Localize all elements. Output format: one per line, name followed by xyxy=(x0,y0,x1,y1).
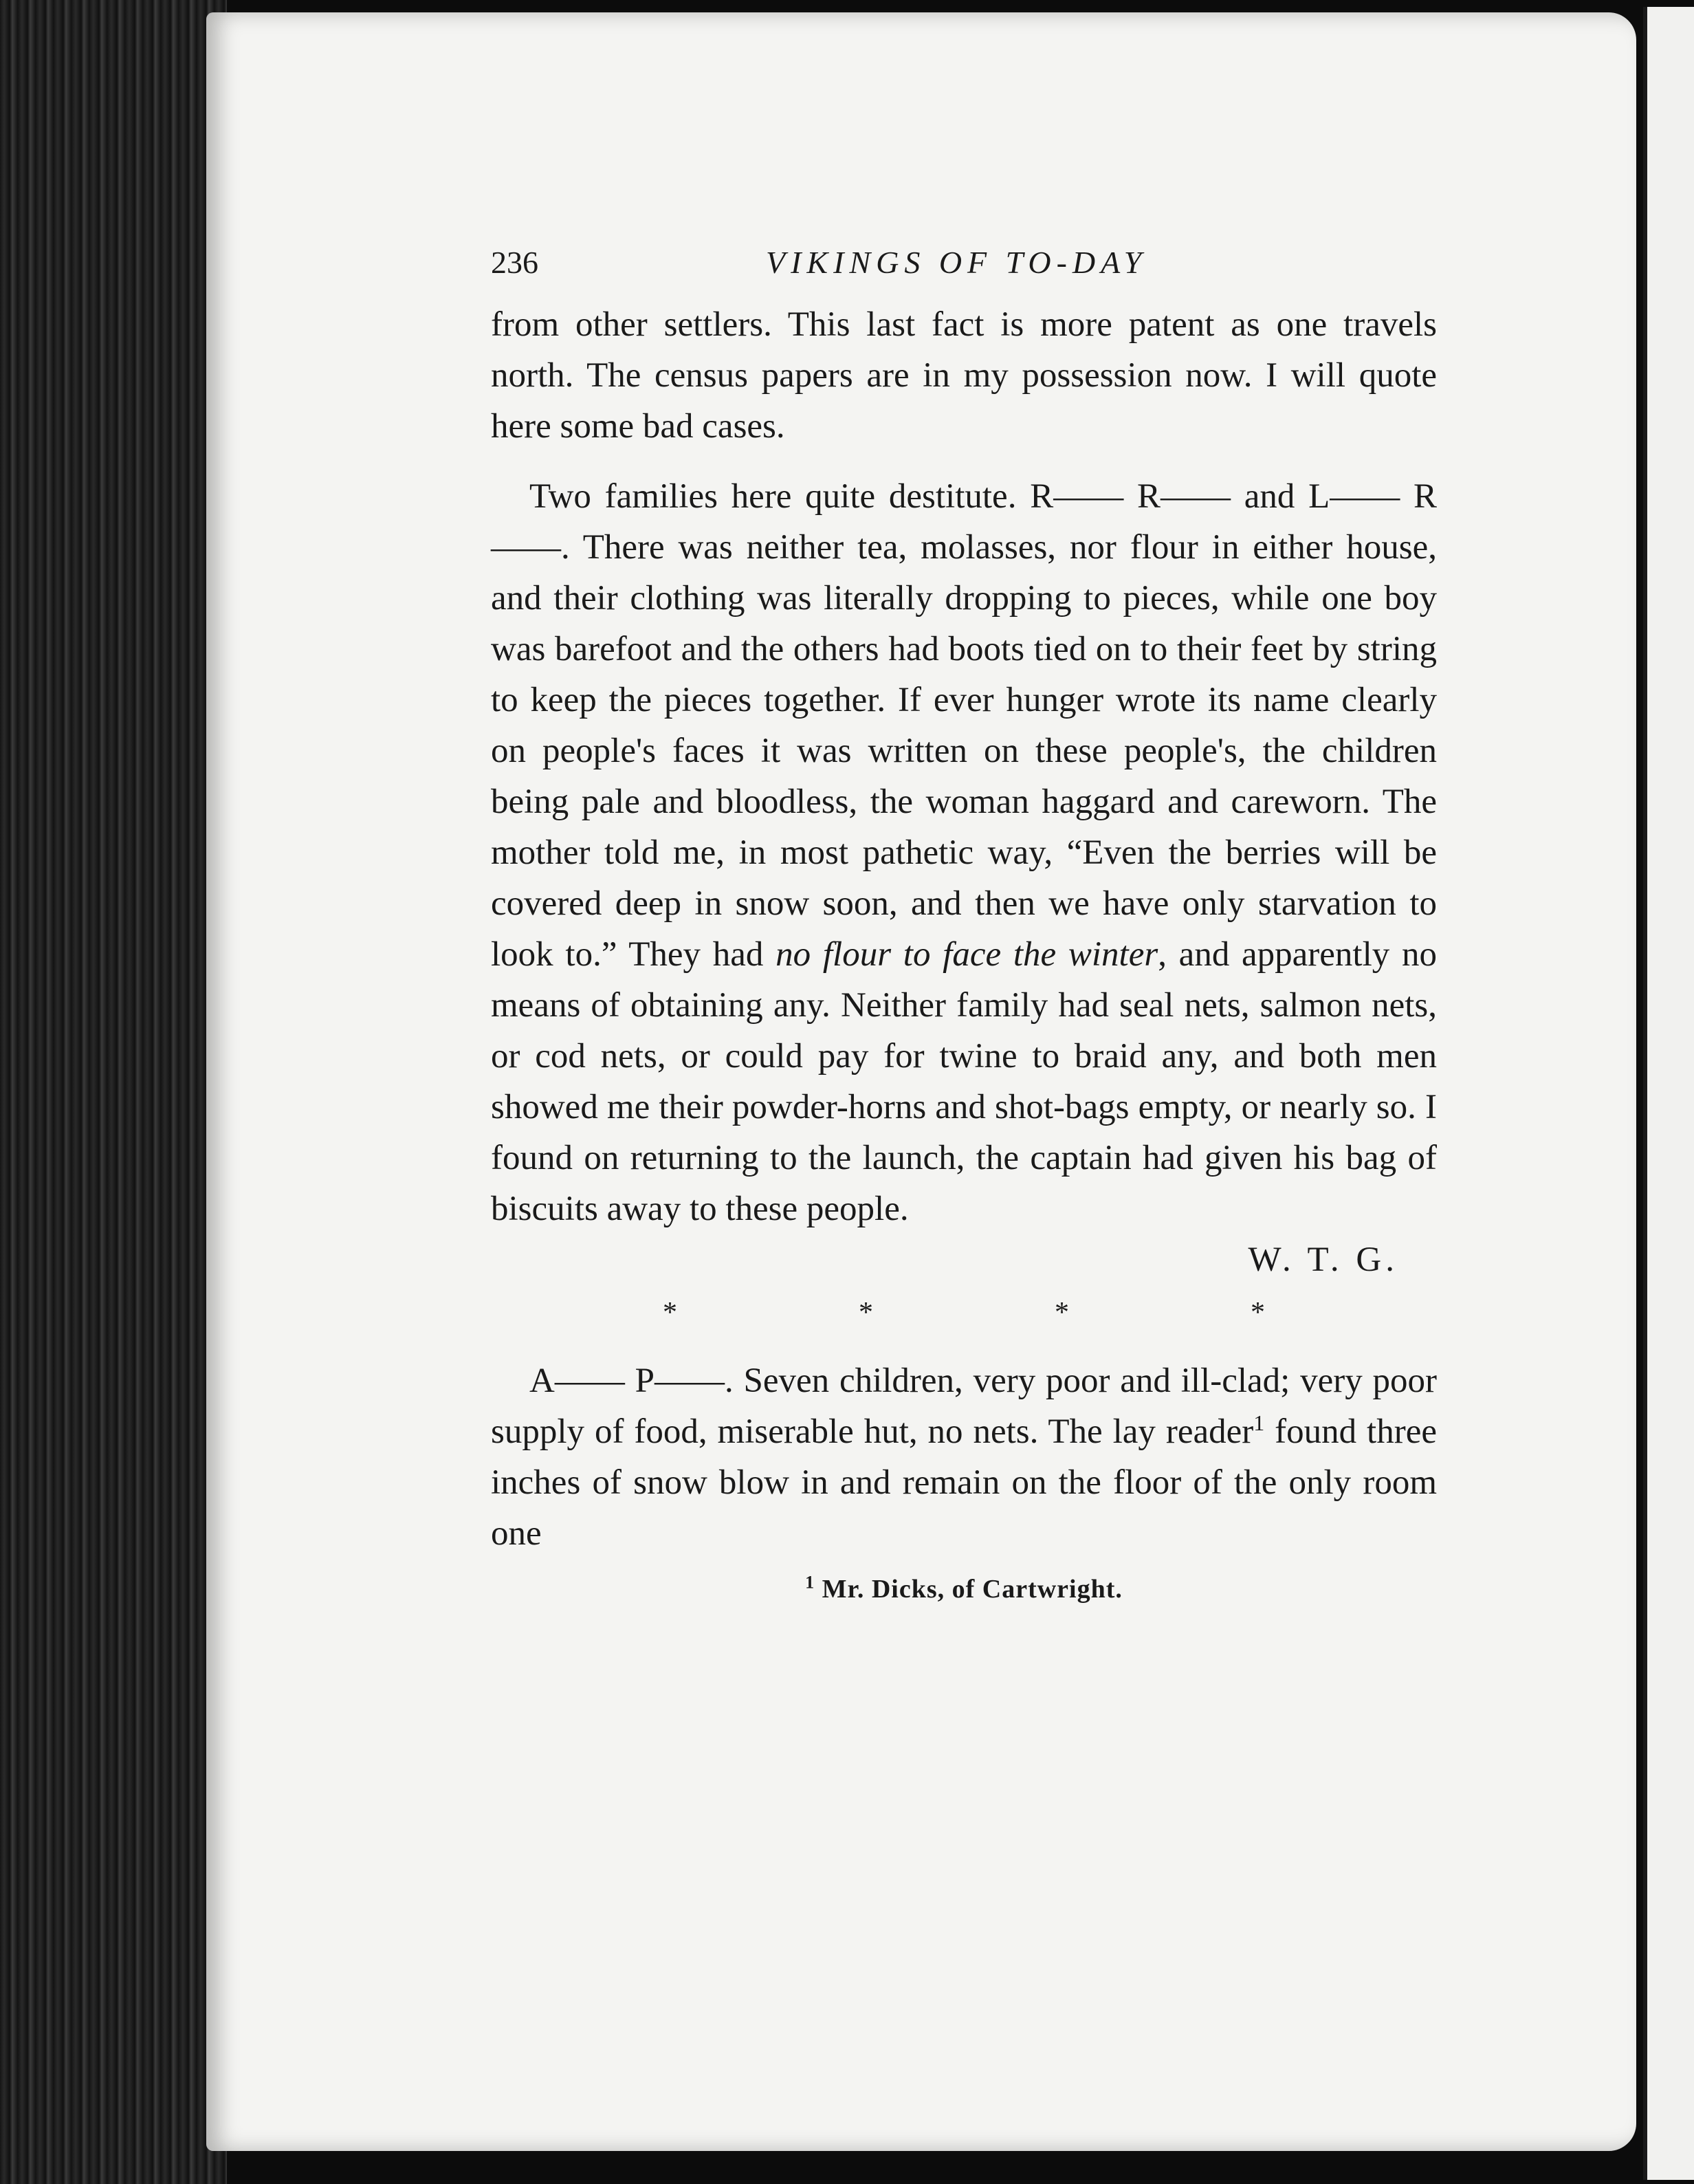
paragraph-2 xyxy=(491,471,1437,1234)
asterisk: * xyxy=(1251,1297,1265,1329)
paragraph-2-italic: no flour to face the winter xyxy=(776,935,1158,974)
asterisk: * xyxy=(1055,1297,1069,1329)
footnote xyxy=(491,1574,1437,1604)
asterisk: * xyxy=(663,1297,677,1329)
footnote-text: Mr. Dicks, of Cartwright. xyxy=(822,1575,1123,1604)
book-edge xyxy=(0,0,227,2184)
footnote-mark: 1 xyxy=(805,1572,815,1593)
paragraph-1: from other settlers. This last fact is more patent as one travels north. The census papers are in my possession now. I will quote here some bad cases. xyxy=(491,305,1437,446)
running-head xyxy=(491,244,1437,299)
paragraph-2-text-b: , and apparently no means of obtaining any. Neither family had seal nets, salmon nets, or cod nets, or could pay for twine to braid any, and both men showed me their powder-horns and shot-bags empty, or nearly so. I found on returning to the launch, the captain had given his bag of biscuits away to these people. xyxy=(491,935,1437,1228)
footnote-reference: 1 xyxy=(1253,1410,1265,1435)
paragraph-3-text-a: A—— P——. Seven children, very poor and ill-clad; very poor supply of food, miserable hut, no nets. The lay reader xyxy=(491,1362,1437,1451)
text-block xyxy=(491,244,1437,1604)
running-title: VIKINGS OF TO-DAY xyxy=(766,245,1147,280)
page-number: 236 xyxy=(491,245,538,280)
facing-page-edge xyxy=(1643,7,1694,2180)
paragraph-3 xyxy=(491,1355,1437,1559)
paragraph-2-text-a: Two families here quite destitute. R—— R—— and L—— R——. There was neither tea, molasses, nor flour in either house, and their clothing was literally dropping to pieces, while one boy was barefoot and the others had boots tied on to their feet by string to keep the pieces together. If ever hunger wrote its name clearly on people's faces it was written on these people's, the children being pale and bloodless, the woman haggard and careworn. The mother told me, in most pathetic way, “Even the berries will be covered deep in snow soon, and then we have only starvation to look to.” They had xyxy=(491,477,1437,974)
asterism-separator xyxy=(491,1285,1437,1336)
paragraph-3-text-b: found three inches of snow blow in and remain on the floor of the only room one xyxy=(491,1412,1437,1553)
signature: W. T. G. xyxy=(1248,1241,1398,1279)
asterisk: * xyxy=(859,1297,873,1329)
